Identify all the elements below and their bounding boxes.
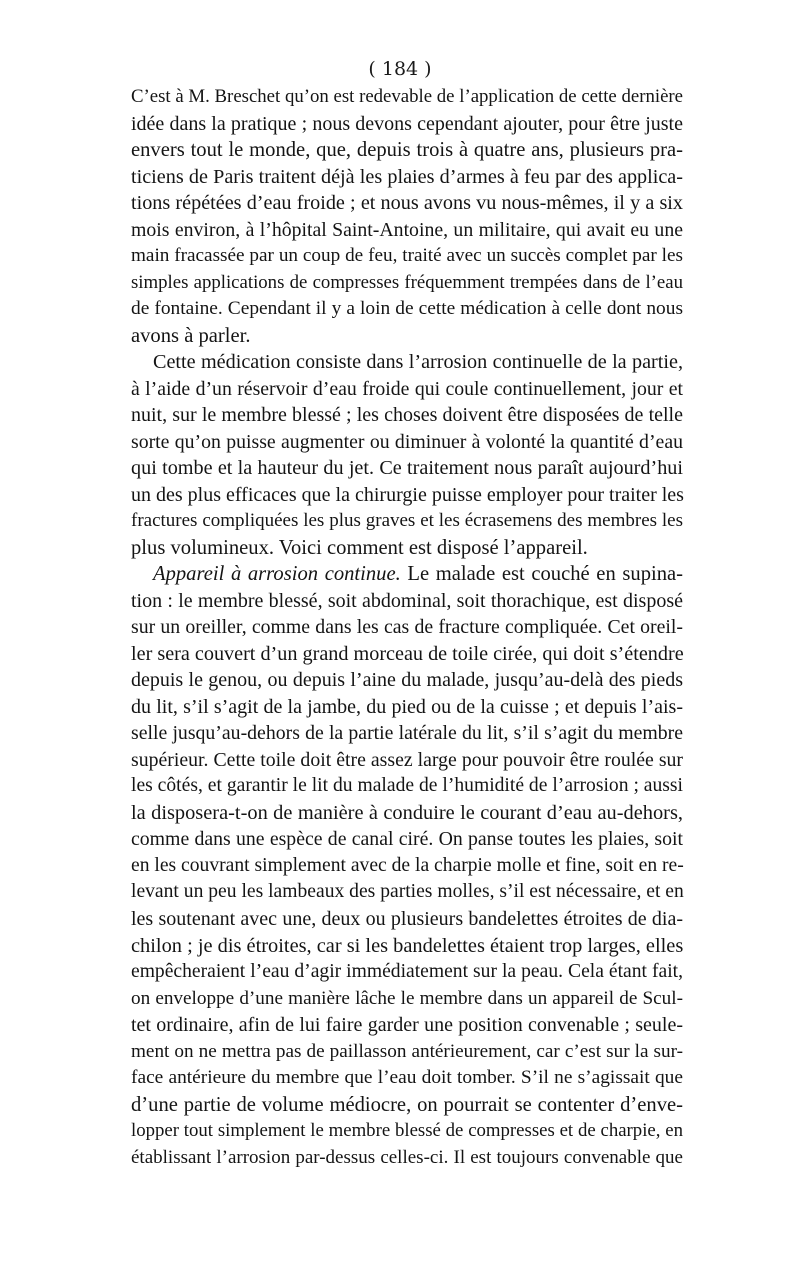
- text-line: simples applications de compresses fréquemment trempées dans de l’eau: [131, 271, 683, 293]
- text-line: levant un peu les lambeaux des parties molles, s’il est nécessaire, et en: [131, 881, 684, 903]
- text-line: selle jusqu’au-dehors de la partie latérale du lit, s’il s’agit du membre: [131, 722, 683, 745]
- paragraph: [131, 561, 683, 1171]
- text-line: ticiens de Paris traitent déjà les plaies d’armes à feu par des applica-: [131, 165, 683, 188]
- text-line: envers tout le monde, que, depuis trois à quatre ans, plusieurs pra-: [131, 139, 683, 162]
- text-line: chilon ; je dis étroites, car si les bandelettes étaient trop larges, elles: [131, 934, 684, 957]
- page-number: ( 184 ): [368, 58, 432, 80]
- text-line: un des plus efficaces que la chirurgie puisse employer pour traiter les: [131, 483, 684, 506]
- text-line: les soutenant avec une, deux ou plusieurs bandelettes étroites de dia-: [131, 907, 683, 930]
- text-line: depuis le genou, ou depuis l’aine du malade, jusqu’au-delà des pieds: [131, 669, 683, 692]
- text-line: qui tombe et la hauteur du jet. Ce traitement nous paraît aujourd’hui: [131, 457, 683, 480]
- paragraph: [131, 84, 683, 349]
- text-line: la disposera-t-on de manière à conduire le courant d’eau au-dehors,: [131, 801, 683, 824]
- text-line: Cette médication consiste dans l’arrosion continuelle de la partie,: [153, 351, 683, 374]
- text-line: nuit, sur le membre blessé ; les choses doivent être disposées de telle: [131, 404, 683, 427]
- section-heading: Appareil à arrosion continue.: [153, 563, 401, 586]
- paragraph: [131, 349, 683, 561]
- text-line: supérieur. Cette toile doit être assez large pour pouvoir être roulée sur: [131, 748, 683, 771]
- text-line: de fontaine. Cependant il y a loin de cette médication à celle dont nous: [131, 298, 683, 320]
- text-line: établissant l’arrosion par-dessus celles-ci. Il est toujours convenable que: [131, 1146, 683, 1168]
- text-line: on enveloppe d’une manière lâche le membre dans un appareil de Scul-: [131, 987, 683, 1009]
- text-line: plus volumineux. Voici comment est disposé l’appareil.: [131, 536, 588, 559]
- text-line: fractures compliquées les plus graves et les écrasemens des membres les: [131, 510, 683, 532]
- text-line: sur un oreiller, comme dans les cas de fracture compliquée. Cet oreil-: [131, 616, 683, 639]
- text-line: tion : le membre blessé, soit abdominal, soit thorachique, est disposé: [131, 589, 683, 612]
- text-line: les côtés, et garantir le lit du malade de l’humidité de l’arrosion ; aussi: [131, 775, 683, 797]
- text-line: empêcheraient l’eau d’agir immédiatement sur la peau. Cela étant fait,: [131, 961, 683, 983]
- text-line: comme dans une espèce de canal ciré. On panse toutes les plaies, soit: [131, 828, 683, 851]
- text-line: avons à parler.: [131, 324, 251, 347]
- text-run: Le malade est couché en supina-: [400, 563, 684, 586]
- text-line: C’est à M. Breschet qu’on est redevable de l’application de cette dernière: [131, 86, 683, 107]
- text-line: mois environ, à l’hôpital Saint-Antoine, un militaire, qui avait eu une: [131, 218, 683, 241]
- text-line: d’une partie de volume médiocre, on pourrait se contenter d’enve-: [131, 1093, 683, 1116]
- body-text: [131, 84, 683, 1171]
- text-line: face antérieure du membre que l’eau doit tomber. S’il ne s’agissait que: [131, 1067, 683, 1089]
- text-line: à l’aide d’un réservoir d’eau froide qui coule continuellement, jour et: [131, 377, 683, 400]
- text-line: lopper tout simplement le membre blessé de compresses et de charpie, en: [131, 1120, 683, 1142]
- text-line: idée dans la pratique ; nous devons cependant ajouter, pour être juste: [131, 112, 683, 135]
- text-line: sorte qu’on puisse augmenter ou diminuer à volonté la quantité d’eau: [131, 430, 683, 453]
- text-line: ment on ne mettra pas de paillasson antérieurement, car c’est sur la sur-: [131, 1040, 683, 1062]
- text-line: tions répétées d’eau froide ; et nous avons vu nous-mêmes, il y a six: [131, 192, 683, 215]
- text-line: du lit, s’il s’agit de la jambe, du pied ou de la cuisse ; et depuis l’ais-: [131, 695, 683, 718]
- text-line: main fracassée par un coup de feu, traité avec un succès complet par les: [131, 245, 683, 267]
- text-line: en les couvrant simplement avec de la charpie molle et fine, soit en re-: [131, 854, 684, 876]
- text-line: [131, 561, 683, 588]
- text-line: ler sera couvert d’un grand morceau de toile cirée, qui doit s’étendre: [131, 642, 684, 665]
- text-line: tet ordinaire, afin de lui faire garder une position convenable ; seule-: [131, 1014, 683, 1037]
